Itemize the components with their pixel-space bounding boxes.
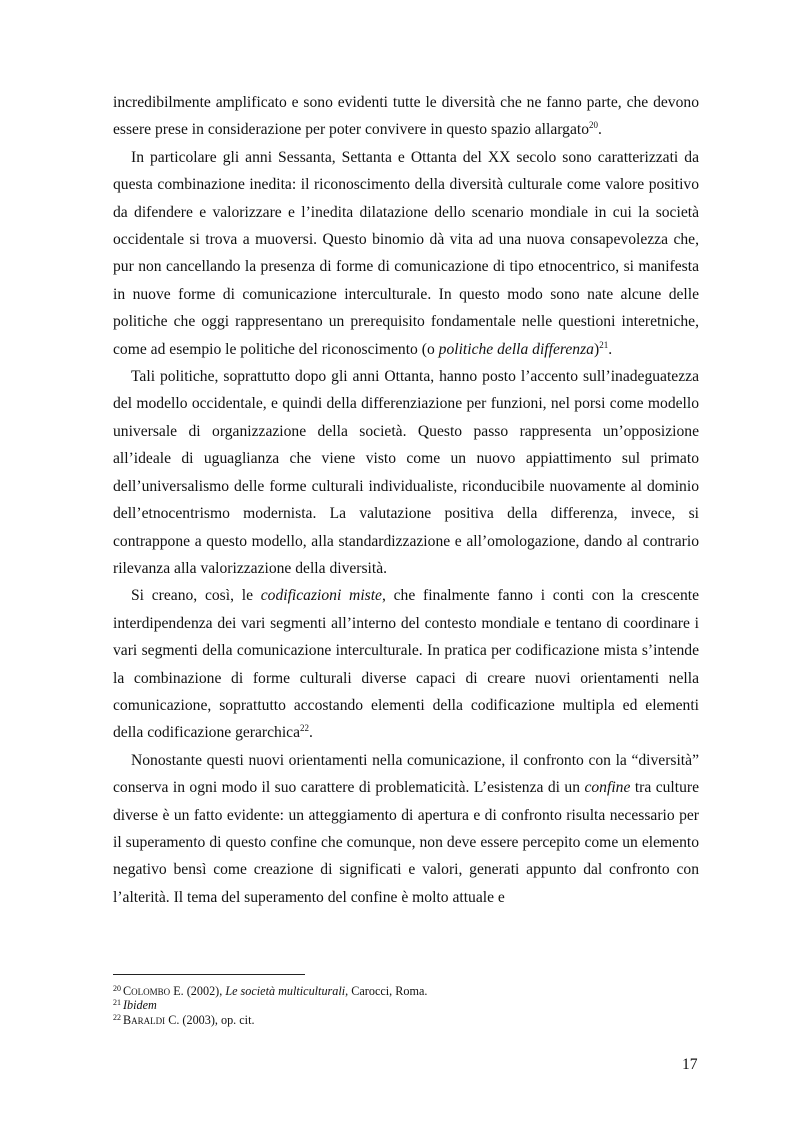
footnote (113, 1013, 699, 1027)
text-run: In particolare gli anni Sessanta, Settanta e Ottanta del XX secolo sono caratterizzati da questa combinazione inedita: il riconoscimento della diversità culturale come valore positivo da difendere e valorizzare e l’inedita dilatazione dello scenario mondiale in cui la società occidentale si trova a muoversi. Questo binomio dà vita ad una nuova consapevolezza che, pur non cancellando la presenza di forme di comunicazione di tipo etnocentrico, si manifesta in nuove forme di comunicazione interculturale. In questo modo sono nate alcune delle politiche che oggi rappresentano un prerequisito fondamentale nelle questioni interetniche, come ad esempio le politiche del riconoscimento (o (113, 148, 699, 358)
footnote-separator (113, 974, 305, 975)
text-run: Tali politiche, soprattutto dopo gli anni Ottanta, hanno posto l’accento sull’inadeguatezza del modello occidentale, e quindi della differenziazione per funzioni, nel porsi come modello universale di organizzazione della società. Questo passo rappresenta un’opposizione all’ideale di uguaglianza che viene visto come un nuovo appiattimento sul primato dell’universalismo delle forme culturali individualiste, riconducibile nuovamente al dominio dell’etnocentrismo modernista. La valutazione positiva della differenza, invece, si contrappone a questo modello, alla standardizzazione e all’omologazione, dando al contrario rilevanza alla valorizzazione della diversità. (113, 368, 699, 577)
page-number: 17 (682, 1056, 698, 1073)
text-run: , che finalmente fanno i conti con la crescente interdipendenza dei vari segmenti all’interno del contesto mondiale e tentano di coordinare i vari segmenti della comunicazione interculturale. In pratica per codificazione mista s’intende la combinazione di forme culturali diverse capaci di creare nuovi orientamenti nella comunicazione, soprattutto accostando elementi della codificazione multipla ed elementi della codificazione gerarchica (113, 587, 700, 742)
footnote-number: 20 (113, 984, 121, 993)
text-run: Si creano, così, le (131, 587, 261, 605)
text-run: C. (2003), op. cit. (165, 1012, 255, 1027)
text-run: . (598, 121, 602, 139)
paragraph (113, 89, 699, 144)
footnote-ref: 22 (300, 723, 310, 734)
text-run: . (309, 724, 313, 742)
text-run: E. (2002), (170, 984, 226, 998)
paragraph (113, 747, 699, 911)
text-run: , Carocci, Roma. (345, 984, 428, 998)
author-name: Colombo (123, 984, 171, 998)
footnote-number: 21 (113, 998, 121, 1008)
footnote-number: 22 (113, 1012, 121, 1022)
text-run: tra culture diverse è un fatto evidente: un atteggiamento di apertura e di confronto risulta necessario per il superamento di questo confine che comunque, non deve essere percepito come un elemento negativo bensì come creazione di significati e valori, generati appunto dal confronto con l’alterità. Il tema del superamento del confine è molto attuale e (113, 779, 699, 906)
author-name: Baraldi (123, 1012, 166, 1027)
italic-text: politiche della differenza (438, 340, 594, 358)
paragraph (113, 582, 699, 746)
text-run: . (608, 340, 613, 358)
footnote (113, 984, 699, 998)
body-text (113, 89, 699, 911)
footnote (113, 998, 699, 1012)
footnotes (113, 984, 699, 1027)
text-run: incredibilmente amplificato e sono evidenti tutte le diversità che ne fanno parte, che devono essere prese in considerazione per poter convivere in questo spazio allargato (113, 94, 699, 139)
text-run: Nonostante questi nuovi orientamenti nella comunicazione, il confronto con la “diversità” conserva in ogni modo il suo carattere di problematicità. L’esistenza di un (113, 751, 699, 797)
footnote-ref: 21 (599, 339, 609, 350)
italic-text: Le società multiculturali (225, 984, 346, 998)
italic-text: codificazioni miste (260, 587, 382, 605)
paragraph (113, 363, 699, 582)
text-run: ) (593, 340, 600, 358)
footnote-ref: 20 (589, 120, 598, 131)
italic-text: confine (584, 779, 631, 797)
italic-text: Ibidem (123, 998, 157, 1013)
paragraph (113, 144, 699, 363)
